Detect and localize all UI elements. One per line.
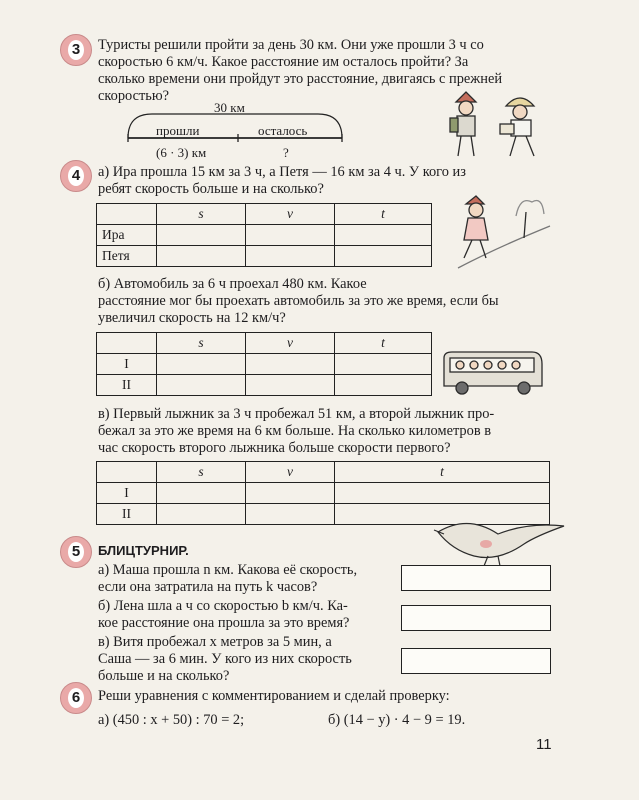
task-5c-line-2: Саша — за 6 мин. У кого из них скорость [98,651,352,667]
task-4-number-badge: 4 [60,160,92,192]
task-5a-line-2: если она затратила на путь k часов? [98,579,318,595]
task-4b-line-3: увеличил скорость на 12 км/ч? [98,310,286,326]
task-4c-line-2: бежал за это же время на 6 км больше. На сколько километров в [98,423,492,439]
girl-walking-illustration [446,192,556,276]
table-header-v: v [246,204,335,225]
task-5-title: БЛИЦТУРНИР. [98,543,189,558]
task-5a-line-1: а) Маша прошла n км. Какова её скорость, [98,562,358,578]
task-6-title: Реши уравнения с комментированием и сделай проверку: [98,688,450,704]
task-3-line-1: Туристы решили пройти за день 30 км. Они уже прошли 3 ч со [98,37,484,53]
tourists-illustration [438,90,558,166]
table-header-blank [97,462,157,483]
task-3-line-3: сколько времени они пройдут это расстояние, двигаясь с прежней [98,71,503,87]
diagram-left-value: (6 · 3) км [156,145,207,160]
task-5c-line-1: в) Витя пробежал x метров за 5 мин, а [98,634,332,650]
bus-illustration [440,348,546,398]
task-5c-line-3: больше и на сколько? [98,668,230,684]
table-header-s: s [157,204,246,225]
task-5-number-badge: 5 [60,536,92,568]
answer-box-5a[interactable] [401,565,551,591]
table-4a [96,203,432,267]
task-5b-line-1: б) Лена шла a ч со скоростью b км/ч. Ка- [98,598,348,614]
task-4b-line-1: б) Автомобиль за 6 ч проехал 480 км. Какое [98,276,367,292]
table-4b [96,332,432,396]
task-3-number-badge: 3 [60,34,92,66]
task-6-number-badge: 6 [60,682,92,714]
table-header-t: t [335,204,432,225]
table-row-label: Петя [97,246,157,267]
table-header-v: v [246,333,335,354]
task-4c-line-3: час скорость второго лыжника больше скорости первого? [98,440,451,456]
diagram-right-value: ? [283,145,289,160]
task-4a-line-2: ребят скорость больше и на сколько? [98,181,324,197]
diagram-right-label: осталось [258,123,308,138]
table-header-t: t [335,333,432,354]
table-header-blank [97,333,157,354]
diagram-left-label: прошли [156,123,200,138]
task-3-line-4: скоростью? [98,88,169,104]
diagram-total-label: 30 км [214,100,245,115]
answer-box-5b[interactable] [401,605,551,631]
task-4b-line-2: расстояние мог бы проехать автомобиль за это же время, если бы [98,293,499,309]
table-row-label: II [97,504,157,525]
bird-illustration [428,512,568,570]
table-row-label: II [97,375,157,396]
table-header-blank [97,204,157,225]
task-6-equation-a: а) (450 : x + 50) : 70 = 2; [98,712,245,728]
task-3-line-2: скоростью 6 км/ч. Какое расстояние им осталось пройти? За [98,54,469,70]
table-header-t: t [335,462,550,483]
table-row-label: Ира [97,225,157,246]
page-number: 11 [536,736,552,753]
table-row-label: I [97,483,157,504]
task-4a-line-1: а) Ира прошла 15 км за 3 ч, а Петя — 16 км за 4 ч. У кого из [98,164,466,180]
answer-box-5c[interactable] [401,648,551,674]
table-header-s: s [157,333,246,354]
table-header-v: v [246,462,335,483]
table-header-s: s [157,462,246,483]
task-4c-line-1: в) Первый лыжник за 3 ч пробежал 51 км, а второй лыжник про- [98,406,495,422]
task-6-equation-b: б) (14 − y) · 4 − 9 = 19. [328,712,466,728]
table-row-label: I [97,354,157,375]
task-5b-line-2: кое расстояние она прошла за это время? [98,615,350,631]
